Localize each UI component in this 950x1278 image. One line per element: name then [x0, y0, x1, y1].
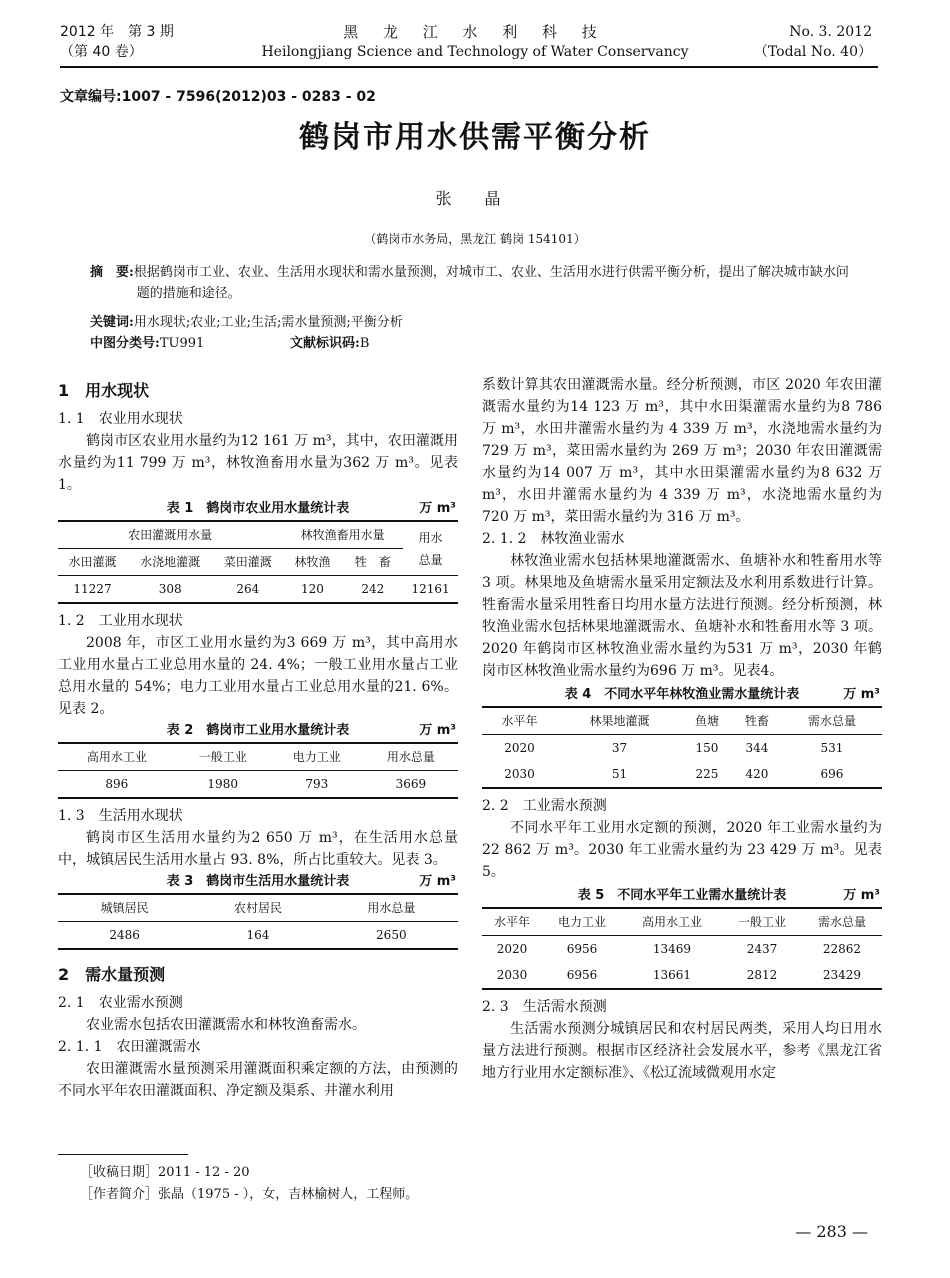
- table-cell: 2437: [746, 942, 778, 956]
- page-number: — 283 —: [795, 1222, 868, 1241]
- table-header: 林牧渔: [282, 549, 342, 576]
- author-bio: ［作者简介］张晶（1975 - ），女，吉林榆树人，工程师。: [80, 1187, 419, 1202]
- keywords-label: 关键词:: [90, 315, 134, 330]
- paragraph: 生活需水预测分城镇居民和农村居民两类，采用人均日用水量方法进行预测。根据市区经济社会发展水平，参考《黑龙江省地方行业用水定额标准》、《松辽流域微观用水定: [482, 1021, 882, 1081]
- table-header: 需水总量: [782, 707, 882, 735]
- table-cell: 2020: [496, 942, 528, 956]
- table-cell: 696: [820, 767, 844, 781]
- section-2-heading: 2 需水量预测: [58, 965, 166, 984]
- paragraph: 不同水平年工业用水定额的预测，2020 年工业需水量约为 22 862 万 m³。2030 年工业需水量约为 23 429 万 m³。见表5。: [482, 820, 882, 880]
- section-2-1-heading: 2. 1 农业需水预测: [58, 995, 183, 1011]
- table-3-unit: 万 m³: [419, 874, 456, 889]
- table-1-unit: 万 m³: [419, 501, 456, 516]
- table-header: 水平年: [482, 707, 557, 735]
- table-header: 电力工业: [270, 743, 364, 771]
- table-cell: 11227: [73, 582, 112, 596]
- table-header: 水平年: [482, 908, 542, 936]
- table-cell: 793: [305, 777, 329, 791]
- table-header: 用水总量: [364, 743, 458, 771]
- table-2: [58, 742, 458, 799]
- table-1-caption: [58, 498, 458, 520]
- table-header: 鱼塘: [682, 707, 732, 735]
- table-row: [482, 735, 882, 762]
- table-4-unit: 万 m³: [843, 687, 880, 702]
- table-cell: 22862: [822, 942, 862, 956]
- table-header: 水田灌溉: [58, 549, 127, 576]
- table-5: [482, 907, 882, 990]
- table-cell: 150: [695, 741, 719, 755]
- page-title: 鹤岗市用水供需平衡分析: [299, 120, 651, 155]
- table-cell: 6956: [566, 968, 598, 982]
- table-header: 菜田灌溉: [213, 549, 282, 576]
- table-header-line: 用水: [418, 530, 443, 545]
- section-2-3-heading: 2. 3 生活需水预测: [482, 999, 607, 1015]
- table-cell: 3669: [395, 777, 427, 791]
- table-row: [482, 936, 882, 963]
- table-cell: 225: [695, 767, 719, 781]
- clc-value: TU991: [159, 336, 205, 351]
- table-2-title: 表 2 鹤岗市工业用水量统计表: [166, 723, 350, 738]
- table-cell: 242: [361, 582, 385, 596]
- table-3-caption: [58, 871, 458, 893]
- table-header: 高用水工业: [58, 743, 176, 771]
- table-row: [58, 771, 458, 799]
- table-row: [482, 962, 882, 989]
- article-number: 文章编号:1007 - 7596(2012)03 - 0283 - 02: [60, 89, 376, 105]
- right-column: [482, 374, 882, 1084]
- table-header: 高用水工业: [622, 908, 722, 936]
- keywords: 用水现状;农业;工业;生活;需水量预测;平衡分析: [133, 315, 403, 330]
- table-header: 水浇地灌溉: [127, 549, 213, 576]
- section-1-3-heading: 1. 3 生活用水现状: [58, 808, 183, 824]
- header-year-issue: 2012 年 第 3 期: [60, 24, 174, 40]
- table-5-title: 表 5 不同水平年工业需水量统计表: [577, 888, 787, 903]
- journal-name-cn: 黑 龙 江 水 利 科 技: [343, 23, 607, 41]
- table-header: 一般工业: [176, 743, 270, 771]
- table-header: 需水总量: [802, 908, 882, 936]
- table-cell: 420: [745, 767, 769, 781]
- table-header: 林牧渔畜用水量: [282, 521, 403, 549]
- table-3: [58, 893, 458, 950]
- table-cell: 2812: [746, 968, 778, 982]
- header-rule: [60, 66, 878, 68]
- table-cell: 51: [611, 767, 628, 781]
- affiliation: （鹤岗市水务局，黑龙江 鹤岗 154101）: [364, 232, 586, 246]
- abstract-label: 摘 要:: [90, 265, 134, 280]
- table-5-unit: 万 m³: [843, 888, 880, 903]
- paragraph: 农田灌溉需水量预测采用灌溉面积乘定额的方法，由预测的不同水平年农田灌溉面积、净定额及渠系、井灌水利用: [58, 1061, 458, 1099]
- table-header: 农村居民: [191, 894, 324, 922]
- paragraph: 林牧渔业需水包括林果地灌溉需水、鱼塘补水和牲畜用水等3 项。林果地及鱼塘需水量采用定额法及水利用系数进行计算。牲畜需水量采用牲畜日均用水量方法进行预测。经分析预测，林牧渔业需水包括林果地灌溉需水、鱼塘补水和牲畜用水等 3 项。2020 年鹤岗市区林牧渔业需水量约为531 万 m³，2030 年鹤岗市区林牧渔业需水量约为696 万 m³。见表4。: [482, 553, 882, 679]
- table-4-caption: [482, 684, 882, 706]
- table-2-unit: 万 m³: [419, 723, 456, 738]
- section-2-2-heading: 2. 2 工业需水预测: [482, 798, 607, 814]
- table-cell: 164: [246, 928, 270, 942]
- table-cell: 2030: [504, 767, 535, 781]
- table-cell: 23429: [822, 968, 862, 982]
- table-cell: 531: [820, 741, 844, 755]
- journal-name-en: Heilongjiang Science and Technology of Water Conservancy: [261, 44, 689, 60]
- header-total-no: （Todal No. 40）: [753, 44, 872, 60]
- header-issue-en: [754, 22, 872, 62]
- paragraph: 系数计算其农田灌溉需水量。经分析预测，市区 2020 年农田灌溉需水量约为14 123 万 m³，其中水田渠灌需水量约为8 786 万 m³，水田井灌需水量约为 4 339 万 m³，水浇地需水量约为 729 万 m³，菜田需水量约为 269 万 m³；2030 年农田灌溉需水量约为14 007 万 m³，其中水田渠灌需水量约为8 632 万 m³，水田井灌需水量约为 4 339 万 m³，水浇地需水量约为 720 万 m³，菜田需水量约为 316 万 m³。: [482, 377, 882, 525]
- footnote: [80, 1162, 418, 1206]
- table-header: 农田灌溉用水量: [58, 521, 282, 549]
- table-5-caption: [482, 885, 882, 907]
- table-cell: 2030: [496, 968, 528, 982]
- table-cell: 344: [745, 741, 769, 755]
- table-cell: 2486: [109, 928, 140, 942]
- table-cell: 13661: [652, 968, 692, 982]
- doc-code-label: 文献标识码:: [290, 336, 360, 351]
- table-cell: 896: [105, 777, 129, 791]
- footnote-rule: [58, 1154, 188, 1155]
- table-cell: 37: [611, 741, 628, 755]
- table-cell: 6956: [566, 942, 598, 956]
- table-row: [58, 576, 458, 604]
- table-3-title: 表 3 鹤岗市生活用水量统计表: [166, 874, 350, 889]
- table-cell: 308: [158, 582, 182, 596]
- paragraph: 鹤岗市区农业用水量约为12 161 万 m³，其中，农田灌溉用水量约为11 799 万 m³，林牧渔畜用水量为362 万 m³。见表1。: [58, 433, 458, 493]
- table-cell: 1980: [207, 777, 238, 791]
- table-row: [58, 922, 458, 950]
- paragraph: 农业需水包括农田灌溉需水和林牧渔畜需水。: [86, 1017, 366, 1033]
- header-no: No. 3. 2012: [789, 24, 872, 40]
- table-cell: 12161: [411, 582, 450, 596]
- header-volume: （第 40 卷）: [60, 44, 143, 60]
- clc-label: 中图分类号:: [90, 336, 160, 351]
- table-2-caption: [58, 720, 458, 742]
- table-header: 用水总量: [325, 894, 458, 922]
- table-header: 牲 畜: [343, 549, 403, 576]
- section-2-1-1-heading: 2. 1. 1 农田灌溉需水: [58, 1039, 201, 1055]
- table-1-title: 表 1 鹤岗市农业用水量统计表: [166, 501, 350, 516]
- table-row: [482, 761, 882, 788]
- section-1-1-heading: 1. 1 农业用水现状: [58, 411, 183, 427]
- received-date: ［收稿日期］2011 - 12 - 20: [80, 1165, 250, 1180]
- table-header-line: 总量: [418, 552, 443, 567]
- section-1-2-heading: 1. 2 工业用水现状: [58, 613, 183, 629]
- author: 张 晶: [435, 189, 515, 208]
- table-cell: 13469: [652, 942, 692, 956]
- table-cell: 120: [301, 582, 324, 596]
- table-header: 牲畜: [732, 707, 782, 735]
- doc-code-value: B: [359, 336, 370, 351]
- paragraph: 鹤岗市区生活用水量约为2 650 万 m³，在生活用水总量中，城镇居民生活用水量占 93. 8%，所占比重较大。见表 3。: [58, 830, 458, 868]
- table-1: [58, 520, 458, 604]
- table-header: 电力工业: [542, 908, 622, 936]
- paragraph: 2008 年，市区工业用水量约为3 669 万 m³，其中高用水工业用水量占工业总用水量的 24. 4%；一般工业用水量占工业总用水量的 54%；电力工业用水量占工业总用水量的21. 6%。见表 2。: [58, 635, 458, 717]
- left-column: [58, 380, 458, 1102]
- table-header: 城镇居民: [58, 894, 191, 922]
- table-cell: 2650: [376, 928, 407, 942]
- table-cell: 264: [236, 582, 260, 596]
- table-4: [482, 706, 882, 789]
- section-1-heading: 1 用水现状: [58, 381, 150, 400]
- table-cell: 2020: [504, 741, 535, 755]
- table-header: 一般工业: [722, 908, 802, 936]
- table-4-title: 表 4 不同水平年林牧渔业需水量统计表: [564, 687, 800, 702]
- table-header: [403, 521, 458, 576]
- abstract-text: 根据鹤岗市工业、农业、生活用水现状和需水量预测，对城市工、农业、生活用水进行供需平衡分析，提出了解决城市缺水问题的措施和途径。: [133, 265, 849, 301]
- table-header: 林果地灌溉: [557, 707, 682, 735]
- abstract-block: [90, 262, 860, 354]
- section-2-1-2-heading: 2. 1. 2 林牧渔业需水: [482, 531, 625, 547]
